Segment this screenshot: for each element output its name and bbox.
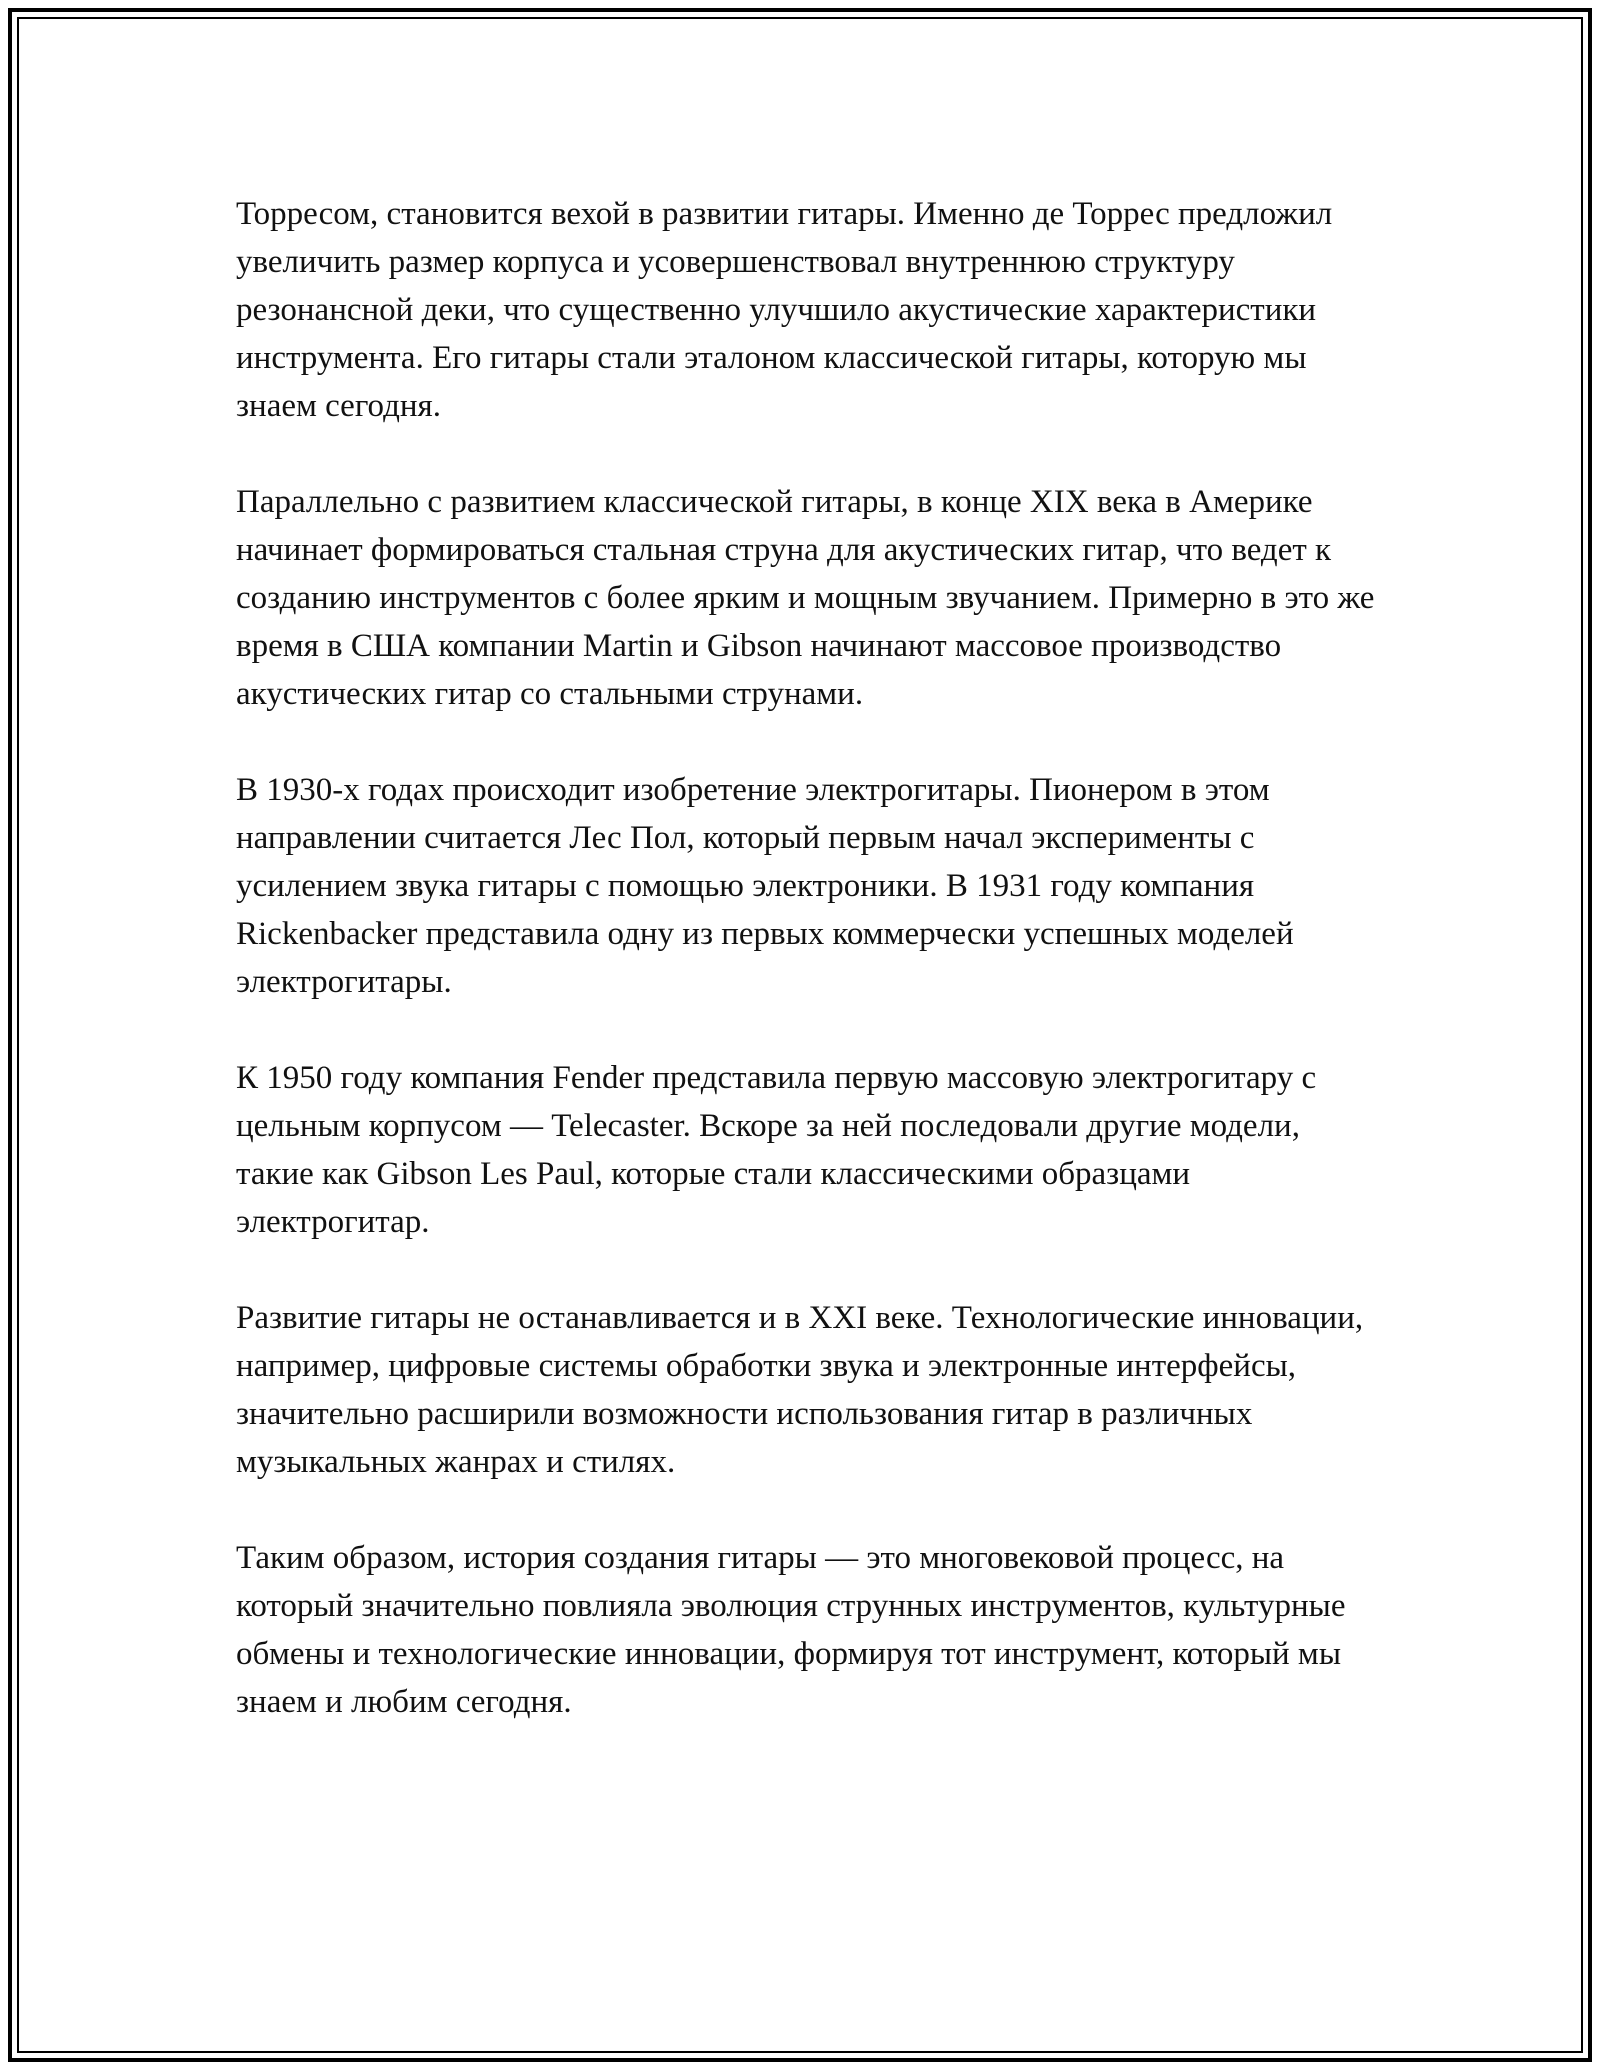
- paragraph-torres: Торресом, становится вехой в развитии гитары. Именно де Торрес предложил увеличить размер корпуса и усовершенствовал внутреннюю структуру резонансной деки, что существенно улучшило акустические характеристики инструмента. Его гитары стали эталоном классической гитары, которую мы знаем сегодня.: [236, 196, 1333, 424]
- paragraph-electric-guitar-invention: В 1930-х годах происходит изобретение электрогитары. Пионером в этом направлении считается Лес Пол, который первым начал эксперименты с усилением звука гитары с помощью электроники. В 1931 году компания Rickenbacker представила одну из первых коммерчески успешных моделей электрогитары.: [236, 772, 1294, 1000]
- paragraph-21st-century: Развитие гитары не останавливается и в XXI веке. Технологические инновации, например, цифровые системы обработки звука и электронные интерфейсы, значительно расширили возможности использования гитар в различных музыкальных жанрах и стилях.: [236, 1300, 1364, 1480]
- paragraph-fender-telecaster: К 1950 году компания Fender представила первую массовую электрогитару с цельным корпусом — Telecaster. Вскоре за ней последовали другие модели, такие как Gibson Les Paul, которые стали классическими образцами электрогитар.: [236, 1060, 1317, 1240]
- paragraph-conclusion: Таким образом, история создания гитары — это многовековой процесс, на который значительно повлияла эволюция струнных инструментов, культурные обмены и технологические инновации, формируя тот инструмент, который мы знаем и любим сегодня.: [236, 1540, 1346, 1720]
- paragraph-steel-strings: Параллельно с развитием классической гитары, в конце XIX века в Америке начинает формироваться стальная струна для акустических гитар, что ведет к созданию инструментов с более ярким и мощным звучанием. Примерно в это же время в США компании Martin и Gibson начинают массовое производство акустических гитар со стальными струнами.: [236, 484, 1375, 712]
- document-body: [236, 190, 1376, 1774]
